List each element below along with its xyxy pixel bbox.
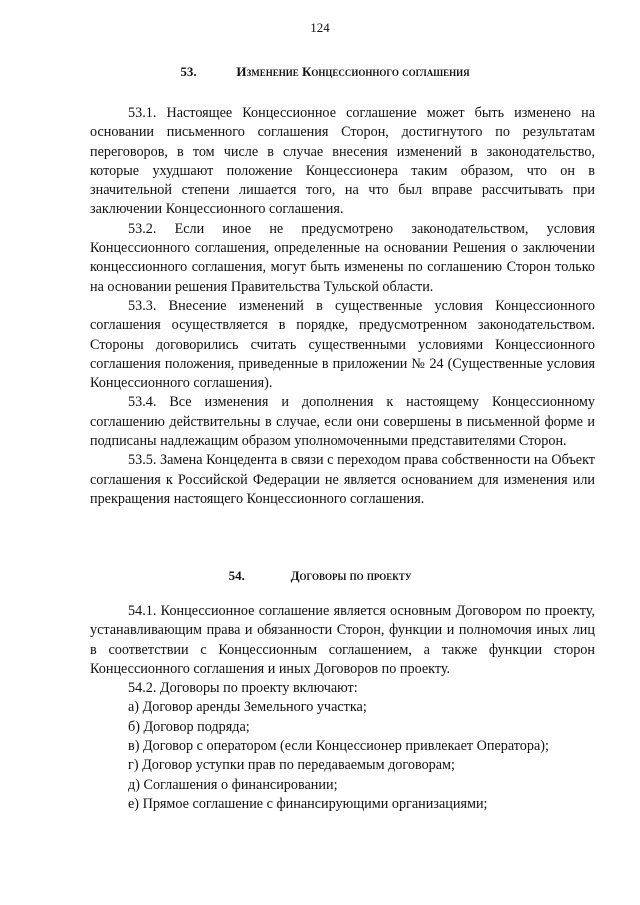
list-item: г) Договор уступки прав по передаваемым договорам;	[128, 757, 455, 774]
paragraph-53-3: 53.3. Внесение изменений в существенные условия Концессионного соглашения осуществляется в порядке, предусмотренном законодательством. Стороны договорились считать существенными условиями Концессионного соглашения положения, приведенные в приложении № 24 (Существенные условия Концессионного соглашения).	[90, 297, 595, 392]
paragraph-54-2: 54.2. Договоры по проекту включают:	[128, 680, 358, 697]
section-number: 53.	[180, 64, 197, 79]
list-item: б) Договор подряда;	[128, 718, 250, 735]
section-heading-54	[0, 568, 640, 584]
list-item: а) Договор аренды Земельного участка;	[128, 699, 367, 716]
list-item: д) Соглашения о финансировании;	[128, 776, 338, 793]
section-53-body	[90, 104, 595, 509]
section-title: Договоры по проекту	[290, 568, 412, 583]
list-item: в) Договор с оператором (если Концессионер привлекает Оператора);	[128, 738, 549, 755]
paragraph-54-1: 54.1. Концессионное соглашение является основным Договором по проекту, устанавливающим права и обязанности Сторон, функции и полномочия иных лиц в соответствии с Концессионным соглашением, а также функции сторон Концессионного соглашения и иных Договоров по проекту.	[90, 603, 595, 677]
section-number: 54.	[228, 568, 245, 583]
paragraph-53-5: 53.5. Замена Концедента в связи с переходом права собственности на Объект соглашения к Российской Федерации не является основанием для изменения или прекращения настоящего Концессионного соглашения.	[90, 452, 595, 507]
list-item: е) Прямое соглашение с финансирующими организациями;	[128, 795, 488, 812]
paragraph-53-2: 53.2. Если иное не предусмотрено законодательством, условия Концессионного соглашения, определенные на основании Решения о заключении концессионного соглашения, могут быть изменены по соглашению Сторон только на основании решения Правительства Тульской области.	[90, 220, 595, 295]
paragraph-53-1: 53.1. Настоящее Концессионное соглашение может быть изменено на основании письменного соглашения Сторон, достигнутого по результатам переговоров, в том числе в случае внесения изменений в законодательство, которые ухудшают положение Концессионера таким образом, что он в значительной степени лишается того, на что был вправе рассчитывать при заключении Концессионного соглашения.	[90, 105, 595, 218]
page-number: 124	[310, 20, 330, 35]
section-heading-53	[0, 64, 640, 80]
paragraph-53-4: 53.4. Все изменения и дополнения к настоящему Концессионному соглашению действительны в случае, если они совершены в письменной форме и подписаны надлежащим образом уполномоченными представителями Сторон.	[90, 394, 595, 450]
section-54-body	[90, 602, 595, 814]
section-title: Изменение Концессионного соглашения	[236, 64, 470, 79]
